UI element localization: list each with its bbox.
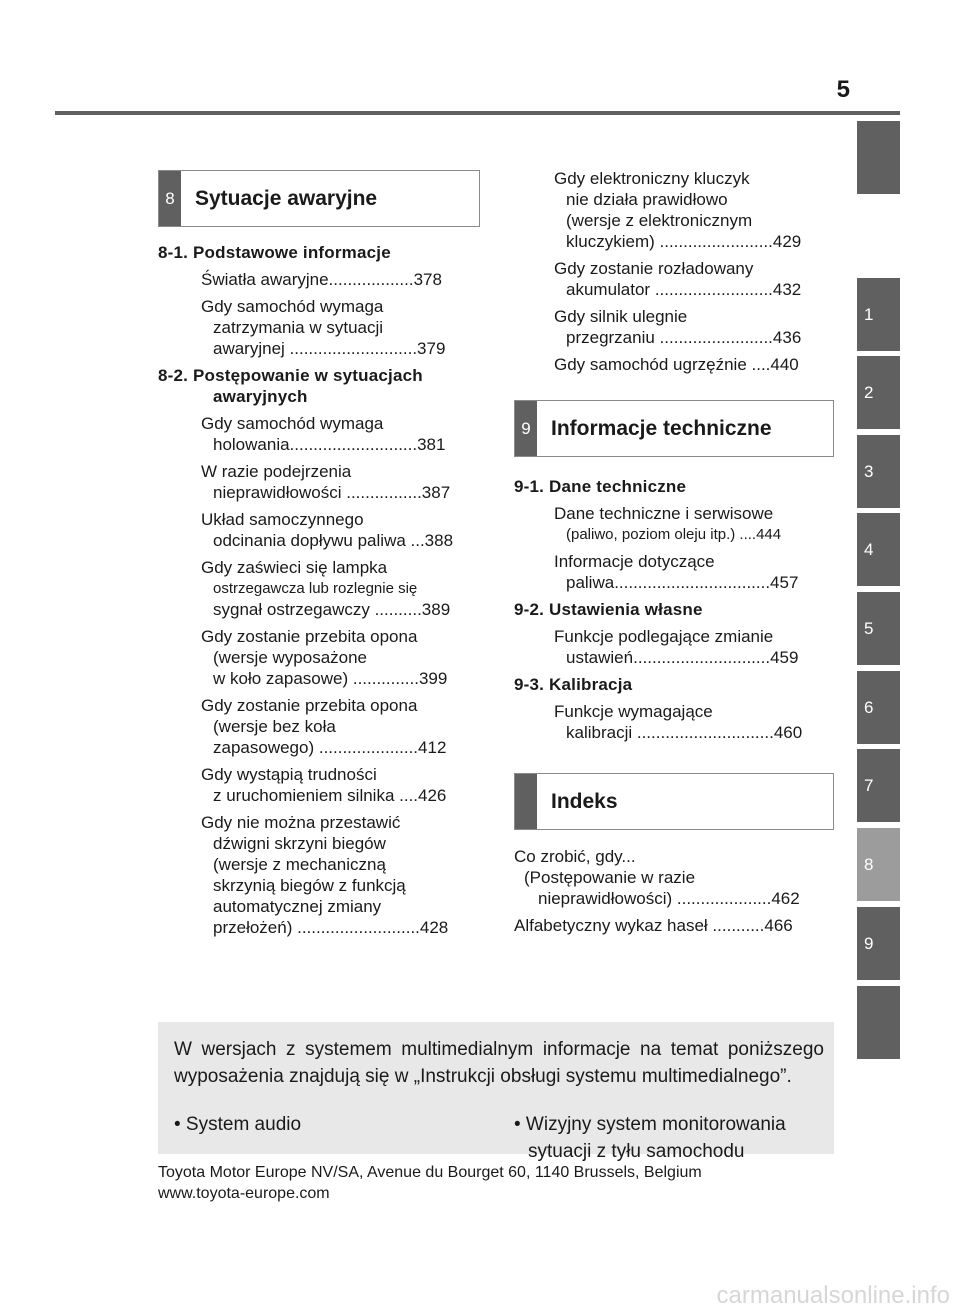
toc-entry[interactable]: Gdy nie można przestawić dźwigni skrzyni biegów (wersje z mechaniczną skrzynią biegów z funkcją automatycznej zmiany przełożeń) ..........................428 (201, 813, 449, 937)
index-list (514, 846, 832, 936)
side-tab-4[interactable]: 4 (857, 513, 900, 586)
toc-subsection-8-1[interactable]: 8-1. Podstawowe informacje (158, 243, 391, 262)
toc-entry[interactable]: Układ samoczynnego odcinania dopływu paliwa ...388 (201, 510, 454, 550)
toc-entry[interactable]: Gdy samochód ugrzęźnie ....440 (554, 355, 799, 374)
index-tab-marker (515, 774, 537, 829)
index-title: Indeks (551, 789, 618, 813)
toc-entry[interactable]: Gdy zaświeci się lampka ostrzegawcza lub rozlegnie się sygnał ostrzegawczy ..........389 (201, 558, 451, 619)
side-tab-8[interactable]: 8 (857, 828, 900, 901)
toc-entry[interactable]: Funkcje podlegające zmianie ustawień.............................459 (554, 627, 799, 667)
section-8-number: 8 (159, 171, 181, 226)
toc-subsection-9-3[interactable]: 9-3. Kalibracja (514, 675, 633, 694)
toc-entry[interactable]: Gdy silnik ulegnie przegrzaniu ........................436 (554, 307, 802, 347)
index-header (514, 773, 834, 830)
footer-website[interactable]: www.toyota-europe.com (158, 1185, 330, 1202)
note-text: W wersjach z systemem multimedialnym informacje na temat poniższego wyposażenia znajdują się w „Instrukcji obsługi systemu multimedialnego”. (174, 1039, 824, 1087)
note-bullet-audio: • System audio (174, 1114, 302, 1135)
section-9-header (514, 400, 834, 457)
toc-entry[interactable]: W razie podejrzenia nieprawidłowości ................387 (201, 462, 451, 502)
note-bullet-camera: • Wizyjny system monitorowania sytuacji z tyłu samochodu (514, 1114, 786, 1162)
toc-entry[interactable]: Gdy zostanie rozładowany akumulator .........................432 (554, 259, 802, 299)
section-8-title: Sytuacje awaryjne (195, 186, 378, 210)
toc-entry[interactable]: Alfabetyczny wykaz haseł ...........466 (514, 916, 793, 935)
footer-address: Toyota Motor Europe NV/SA, Avenue du Bourget 60, 1140 Brussels, Belgium (158, 1164, 702, 1181)
side-tab-1[interactable]: 1 (857, 278, 900, 351)
side-tab-6[interactable]: 6 (857, 671, 900, 744)
side-tab-blank-top[interactable] (857, 121, 900, 194)
section-8-header (158, 170, 480, 227)
toc-subsection-8-2[interactable]: 8-2. Postępowanie w sytuacjach awaryjnych (158, 366, 423, 406)
side-tab-3[interactable]: 3 (857, 435, 900, 508)
side-tab-9[interactable]: 9 (857, 907, 900, 980)
side-tab-2[interactable]: 2 (857, 356, 900, 429)
page-number: 5 (836, 76, 850, 103)
toc-entry[interactable]: Gdy zostanie przebita opona (wersje bez koła zapasowego) .....................412 (201, 696, 447, 757)
toc-entry[interactable]: Gdy samochód wymaga holowania...........................381 (201, 414, 446, 454)
side-tab-5[interactable]: 5 (857, 592, 900, 665)
toc-entry[interactable]: Informacje dotyczące paliwa.................................457 (554, 552, 799, 592)
side-tab-7[interactable]: 7 (857, 749, 900, 822)
toc-entry[interactable]: Co zrobić, gdy... (Postępowanie w razie nieprawidłowości) ....................462 (514, 847, 800, 908)
toc-entry[interactable]: Światła awaryjne..................378 (201, 270, 442, 289)
toc-entry[interactable]: Gdy wystąpią trudności z uruchomieniem silnika ....426 (201, 765, 447, 805)
toc-subsection-9-2[interactable]: 9-2. Ustawienia własne (514, 600, 703, 619)
toc-entry[interactable]: Dane techniczne i serwisowe (paliwo, poziom oleju itp.) ....444 (554, 504, 782, 543)
section-9-list (514, 476, 832, 743)
watermark: carmanualsonline.info (716, 1282, 950, 1309)
multimedia-note (158, 1022, 834, 1162)
footer (158, 1162, 702, 1204)
toc-subsection-9-1[interactable]: 9-1. Dane techniczne (514, 477, 687, 496)
section-9-title: Informacje techniczne (551, 416, 772, 440)
section-8-list-right (554, 168, 834, 375)
toc-entry[interactable]: Gdy zostanie przebita opona (wersje wyposażone w koło zapasowe) ..............399 (201, 627, 448, 688)
toc-entry[interactable]: Gdy elektroniczny kluczyk nie działa prawidłowo (wersje z elektronicznym kluczykiem) ........................429 (554, 169, 802, 251)
section-9-number: 9 (515, 401, 537, 456)
toc-entry[interactable]: Funkcje wymagające kalibracji .............................460 (554, 702, 803, 742)
side-tab-blank-bottom[interactable] (857, 986, 900, 1059)
section-8-list-left (158, 242, 476, 938)
toc-entry[interactable]: Gdy samochód wymaga zatrzymania w sytuacji awaryjnej ...........................379 (201, 297, 446, 358)
top-rule (55, 111, 900, 115)
